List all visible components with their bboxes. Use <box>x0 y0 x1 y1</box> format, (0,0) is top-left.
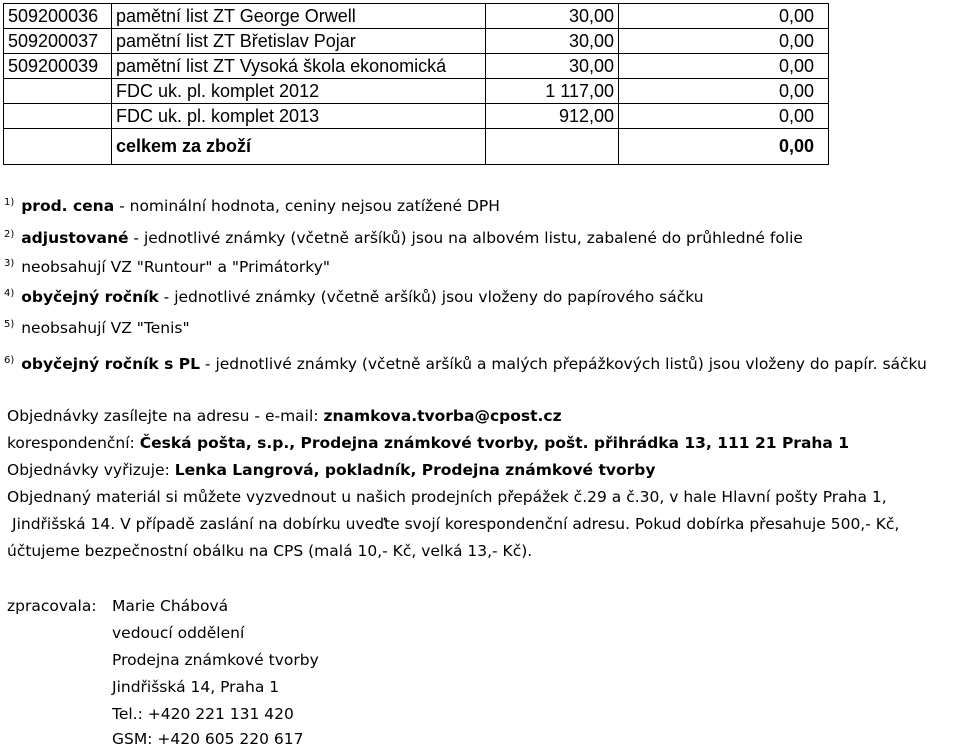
footnote-2 <box>4 228 803 251</box>
footnote-number: 3) <box>4 258 15 269</box>
table-row <box>4 104 829 129</box>
handler-value: Lenka Langrová, pokladník, Prodejna známkové tvorby <box>174 461 656 479</box>
item-code <box>4 79 112 104</box>
item-code <box>4 104 112 129</box>
footnote-number: 2) <box>4 229 15 240</box>
footnote-number: 6) <box>4 355 15 366</box>
item-total: 0,00 <box>619 54 829 79</box>
table-row <box>4 79 829 104</box>
item-name: pamětní list ZT Vysoká škola ekonomická <box>112 54 486 79</box>
item-code: 509200039 <box>4 54 112 79</box>
order-table <box>3 3 829 165</box>
footnote-5 <box>4 318 190 341</box>
item-name: FDC uk. pl. komplet 2012 <box>112 79 486 104</box>
signature-label: zpracovala: <box>7 597 97 615</box>
table-row <box>4 4 829 29</box>
item-price: 30,00 <box>486 4 619 29</box>
item-price: 30,00 <box>486 54 619 79</box>
sum-label: celkem za zboží <box>112 129 486 165</box>
footnote-term: prod. cena <box>21 197 115 215</box>
sum-price-cell <box>486 129 619 165</box>
footnote-term: obyčejný ročník s PL <box>21 355 200 373</box>
footnote-term: obyčejný ročník <box>21 288 159 306</box>
item-total: 0,00 <box>619 29 829 54</box>
footnote-text: - nominální hodnota, ceniny nejsou zatížené DPH <box>114 197 500 215</box>
footnote-text: - jednotlivé známky (včetně aršíků a malých přepážkových listů) jsou vloženy do papír. sáčku <box>200 355 927 373</box>
item-price: 912,00 <box>486 104 619 129</box>
orders-label: Objednávky zasílejte na adresu - e-mail: <box>7 407 324 425</box>
orders-email: znamkova.tvorba@cpost.cz <box>323 407 562 425</box>
item-total: 0,00 <box>619 79 829 104</box>
signature-mobile: GSM: +420 605 220 617 <box>112 730 304 748</box>
footnote-1 <box>4 196 500 219</box>
footnote-3 <box>4 257 330 280</box>
sum-row <box>4 129 829 165</box>
item-total: 0,00 <box>619 4 829 29</box>
table-row <box>4 54 829 79</box>
handler-label: Objednávky vyřizuje: <box>7 461 175 479</box>
footnote-number: 5) <box>4 319 15 330</box>
footnote-text: - jednotlivé známky (včetně aršíků) jsou na albovém listu, zabalené do průhledné folie <box>128 229 803 247</box>
item-total: 0,00 <box>619 104 829 129</box>
correspondence-label: korespondenční: <box>7 434 140 452</box>
item-name: FDC uk. pl. komplet 2013 <box>112 104 486 129</box>
sum-code-cell <box>4 129 112 165</box>
table-row <box>4 29 829 54</box>
orders-address <box>7 406 562 426</box>
item-code: 509200037 <box>4 29 112 54</box>
correspondence-value: Česká pošta, s.p., Prodejna známkové tvorby, pošt. přihrádka 13, 111 21 Praha 1 <box>139 434 850 452</box>
footnote-number: 4) <box>4 288 15 299</box>
footnote-term: adjustované <box>21 229 129 247</box>
item-name: pamětní list ZT Břetislav Pojar <box>112 29 486 54</box>
item-name: pamětní list ZT George Orwell <box>112 4 486 29</box>
footnote-4 <box>4 287 704 310</box>
signature-position: vedoucí oddělení <box>112 624 245 642</box>
pickup-line-1: Objednaný materiál si můžete vyzvednout u našich prodejních přepážek č.29 a č.30, v hale Hlavní pošty Praha 1, <box>7 488 887 506</box>
order-handler <box>7 460 655 480</box>
footnote-6 <box>4 354 927 377</box>
correspondence-address <box>7 433 849 453</box>
sum-value: 0,00 <box>619 129 829 165</box>
signature-phone: Tel.: +420 221 131 420 <box>112 705 294 723</box>
footnote-text: - jednotlivé známky (včetně aršíků) jsou vloženy do papírového sáčku <box>158 288 704 306</box>
item-price: 1 117,00 <box>486 79 619 104</box>
pickup-line-2: Jindřišská 14. V případě zaslání na dobírku uveďte svojí korespondenční adresu. Pokud dobírka přesahuje 500,- Kč, <box>12 515 900 533</box>
item-price: 30,00 <box>486 29 619 54</box>
signature-name: Marie Chábová <box>112 597 229 615</box>
signature-address: Jindřišská 14, Praha 1 <box>112 678 280 696</box>
pickup-line-3: účtujeme bezpečnostní obálku na CPS (malá 10,- Kč, velká 13,- Kč). <box>7 542 533 560</box>
signature-department: Prodejna známkové tvorby <box>112 651 319 669</box>
footnote-number: 1) <box>4 197 15 208</box>
item-code: 509200036 <box>4 4 112 29</box>
footnote-text: neobsahují VZ "Tenis" <box>21 319 190 337</box>
footnote-text: neobsahují VZ "Runtour" a "Primátorky" <box>21 258 331 276</box>
